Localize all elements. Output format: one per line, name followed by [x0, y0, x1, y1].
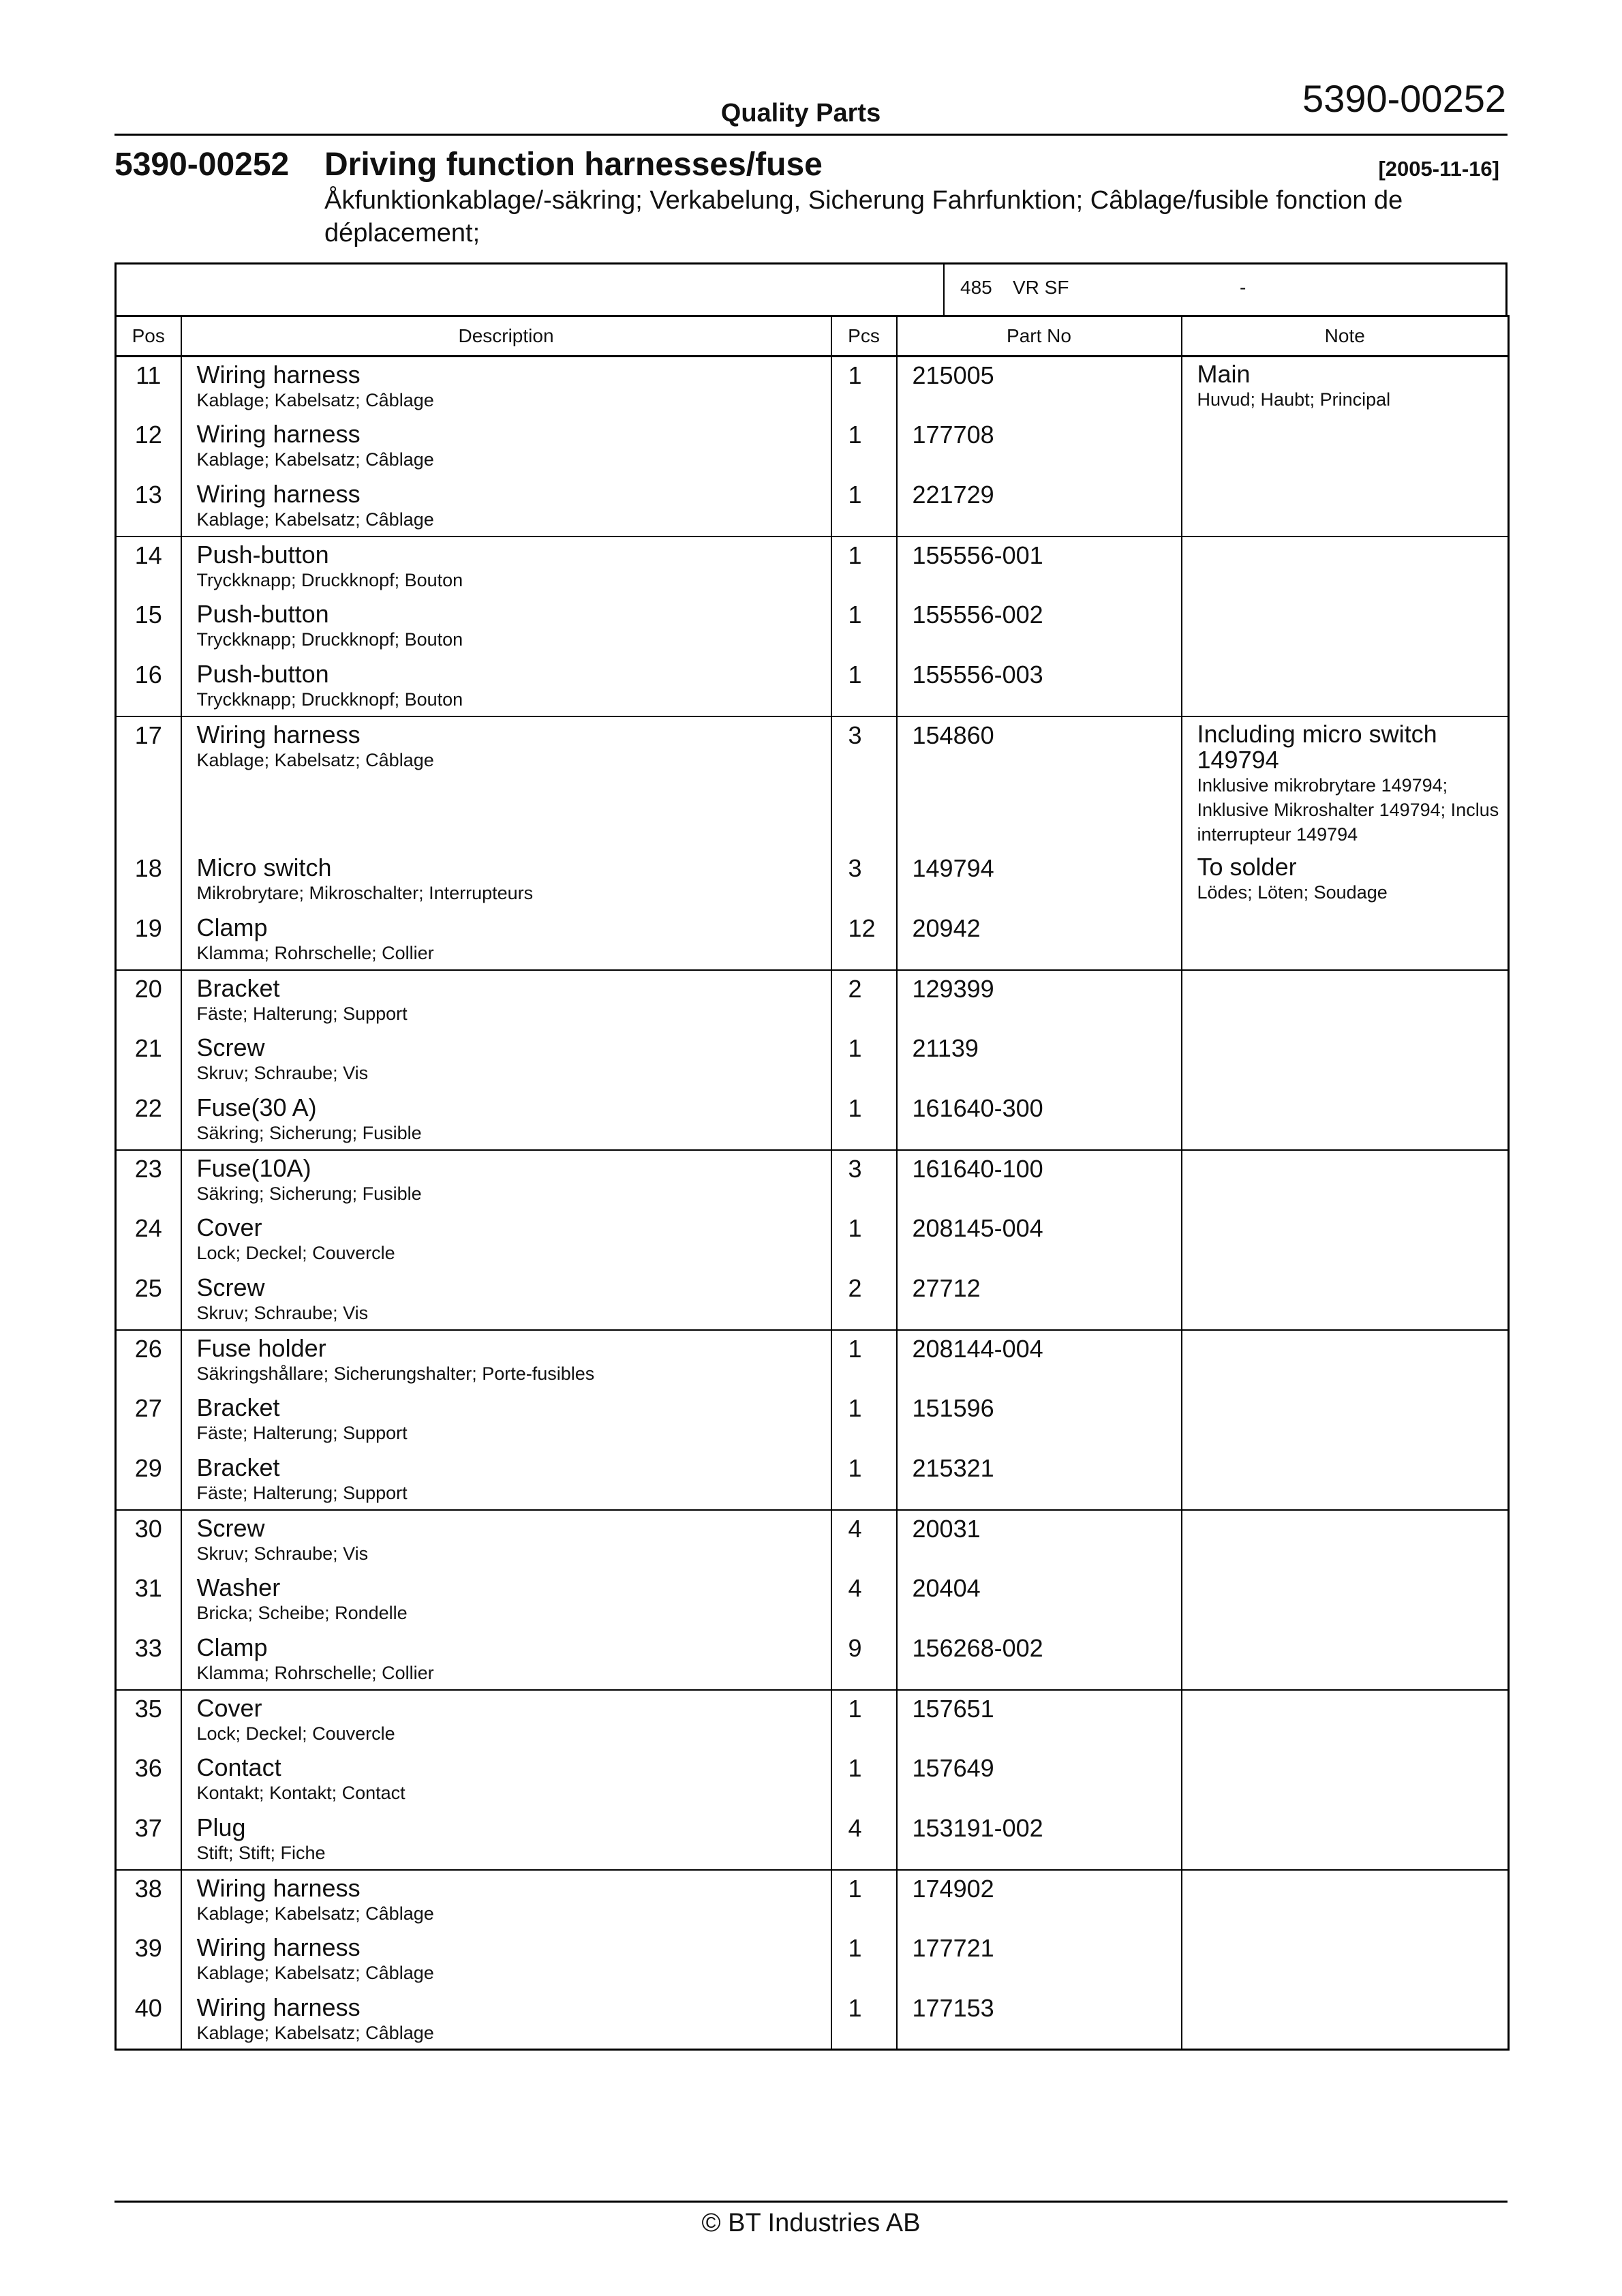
- description-translations: Kablage; Kabelsatz; Câblage: [196, 509, 434, 530]
- cell-part-no: 155556-003: [897, 656, 1182, 716]
- table-row: [116, 1750, 1509, 1810]
- table-row: [116, 1630, 1509, 1690]
- col-header-note: Note: [1182, 316, 1509, 357]
- table-row: [116, 1150, 1509, 1210]
- note-translations: Lödes; Löten; Soudage: [1197, 881, 1388, 903]
- table-row: [116, 1690, 1509, 1750]
- description-translations: Tryckknapp; Druckknopf; Bouton: [196, 689, 463, 710]
- table-row: [116, 970, 1509, 1030]
- table-row: [116, 596, 1509, 656]
- title-subtitle: Åkfunktionkablage/-säkring; Verkabelung, Sicherung Fahrfunktion; Câblage/fusible fonction de déplacement;: [324, 186, 1403, 247]
- description-translations: Fäste; Halterung; Support: [196, 1003, 408, 1024]
- cell-note: [1182, 1150, 1509, 1210]
- cell-pos: 38: [116, 1870, 181, 1930]
- cell-pcs: 1: [831, 1450, 897, 1510]
- cell-part-no: 20942: [897, 910, 1182, 970]
- description-translations: Kablage; Kabelsatz; Câblage: [196, 749, 434, 770]
- cell-pos: 18: [116, 850, 181, 910]
- description-translations: Kablage; Kabelsatz; Câblage: [196, 1962, 434, 1983]
- cell-part-no: 215321: [897, 1450, 1182, 1510]
- cell-part-no: 174902: [897, 1870, 1182, 1930]
- row-group: [116, 1150, 1509, 1330]
- cell-pcs: 4: [831, 1810, 897, 1870]
- cell-note: [1182, 850, 1509, 910]
- description-main: Contact: [196, 1753, 281, 1781]
- cell-description: [181, 596, 831, 656]
- description-main: Micro switch: [196, 853, 332, 881]
- page-title: Driving function harnesses/fuse: [324, 147, 823, 183]
- table-row: [116, 716, 1509, 850]
- cell-part-no: 208144-004: [897, 1330, 1182, 1390]
- table-row: [116, 1210, 1509, 1270]
- cell-pcs: 1: [831, 1210, 897, 1270]
- description-main: Cover: [196, 1693, 262, 1722]
- cell-pcs: 12: [831, 910, 897, 970]
- model-variant: VR SF: [1013, 277, 1069, 298]
- description-main: Cover: [196, 1213, 262, 1241]
- cell-part-no: 149794: [897, 850, 1182, 910]
- cell-note: [1182, 537, 1509, 596]
- description-translations: Kablage; Kabelsatz; Câblage: [196, 449, 434, 470]
- cell-note: [1182, 417, 1509, 477]
- description-translations: Kablage; Kabelsatz; Câblage: [196, 390, 434, 410]
- table-row: [116, 357, 1509, 417]
- table-row: [116, 1810, 1509, 1870]
- model-number: 485: [960, 277, 992, 298]
- table-row: [116, 1450, 1509, 1510]
- description-translations: Kablage; Kabelsatz; Câblage: [196, 1903, 434, 1924]
- cell-description: [181, 1690, 831, 1750]
- cell-note: [1182, 1510, 1509, 1570]
- row-group: [116, 1510, 1509, 1690]
- title-row: [114, 146, 1508, 187]
- description-translations: Fäste; Halterung; Support: [196, 1482, 408, 1503]
- description-translations: Tryckknapp; Druckknopf; Bouton: [196, 629, 463, 650]
- cell-pos: 23: [116, 1150, 181, 1210]
- description-main: Plug: [196, 1813, 246, 1841]
- table-row: [116, 477, 1509, 537]
- cell-description: [181, 1390, 831, 1450]
- cell-note: [1182, 1450, 1509, 1510]
- row-group: [116, 716, 1509, 970]
- description-main: Wiring harness: [196, 1993, 361, 2021]
- description-main: Bracket: [196, 1453, 280, 1481]
- cell-description: [181, 1270, 831, 1330]
- cell-pcs: 4: [831, 1570, 897, 1630]
- cell-description: [181, 1450, 831, 1510]
- parts-table: [114, 315, 1510, 2051]
- col-header-description: Description: [181, 316, 831, 357]
- description-main: Wiring harness: [196, 1873, 361, 1902]
- description-main: Screw: [196, 1513, 265, 1542]
- table-row: [116, 1390, 1509, 1450]
- cell-description: [181, 716, 831, 850]
- cell-part-no: 20404: [897, 1570, 1182, 1630]
- cell-note: [1182, 716, 1509, 850]
- cell-part-no: 177153: [897, 1990, 1182, 2050]
- cell-pcs: 1: [831, 1390, 897, 1450]
- description-translations: Skruv; Schraube; Vis: [196, 1543, 369, 1564]
- cell-description: [181, 910, 831, 970]
- cell-pcs: 1: [831, 477, 897, 537]
- cell-pos: 27: [116, 1390, 181, 1450]
- cell-pcs: 2: [831, 1270, 897, 1330]
- cell-note: [1182, 1750, 1509, 1810]
- cell-description: [181, 1630, 831, 1690]
- table-row: [116, 1030, 1509, 1090]
- cell-note: [1182, 1030, 1509, 1090]
- cell-part-no: 221729: [897, 477, 1182, 537]
- cell-note: [1182, 1210, 1509, 1270]
- cell-pcs: 1: [831, 656, 897, 716]
- cell-description: [181, 417, 831, 477]
- cell-description: [181, 1930, 831, 1990]
- cell-note: [1182, 1330, 1509, 1390]
- description-translations: Stift; Stift; Fiche: [196, 1842, 326, 1863]
- description-translations: Säkring; Sicherung; Fusible: [196, 1183, 422, 1204]
- cell-pcs: 3: [831, 1150, 897, 1210]
- description-translations: Klamma; Rohrschelle; Collier: [196, 942, 434, 963]
- cell-note: [1182, 1570, 1509, 1630]
- description-main: Wiring harness: [196, 479, 361, 508]
- description-main: Push-button: [196, 659, 329, 688]
- cell-part-no: 157649: [897, 1750, 1182, 1810]
- table-row: [116, 1990, 1509, 2050]
- cell-pos: 11: [116, 357, 181, 417]
- cell-part-no: 154860: [897, 716, 1182, 850]
- row-group: [116, 1330, 1509, 1510]
- description-main: Fuse(10A): [196, 1153, 311, 1182]
- cell-note: [1182, 1690, 1509, 1750]
- cell-pos: 22: [116, 1090, 181, 1150]
- cell-pcs: 1: [831, 1690, 897, 1750]
- table-row: [116, 910, 1509, 970]
- cell-part-no: 177708: [897, 417, 1182, 477]
- cell-part-no: 27712: [897, 1270, 1182, 1330]
- model-box: [114, 262, 1508, 317]
- cell-pos: 31: [116, 1570, 181, 1630]
- description-main: Bracket: [196, 973, 280, 1002]
- cell-pcs: 1: [831, 1330, 897, 1390]
- description-translations: Kablage; Kabelsatz; Câblage: [196, 2022, 434, 2043]
- description-translations: Säkringshållare; Sicherungshalter; Porte-fusibles: [196, 1363, 595, 1384]
- cell-description: [181, 1810, 831, 1870]
- cell-pcs: 1: [831, 596, 897, 656]
- description-translations: Säkring; Sicherung; Fusible: [196, 1122, 422, 1143]
- cell-pcs: 2: [831, 970, 897, 1030]
- description-main: Clamp: [196, 913, 268, 941]
- cell-pcs: 1: [831, 1750, 897, 1810]
- col-header-pcs: Pcs: [831, 316, 897, 357]
- cell-pos: 35: [116, 1690, 181, 1750]
- row-group: [116, 537, 1509, 716]
- table-row: [116, 1930, 1509, 1990]
- cell-description: [181, 1030, 831, 1090]
- cell-description: [181, 357, 831, 417]
- cell-description: [181, 1090, 831, 1150]
- note-translations: Inklusive mikrobrytare 149794; Inklusive Mikroshalter 149794; Inclus interrupteur 149794: [1197, 774, 1499, 845]
- cell-pos: 21: [116, 1030, 181, 1090]
- cell-part-no: 155556-002: [897, 596, 1182, 656]
- cell-note: [1182, 1990, 1509, 2050]
- description-main: Push-button: [196, 540, 329, 569]
- cell-description: [181, 656, 831, 716]
- table-row: [116, 537, 1509, 596]
- cell-pcs: 1: [831, 1930, 897, 1990]
- cell-pos: 39: [116, 1930, 181, 1990]
- cell-description: [181, 970, 831, 1030]
- note-translations: Huvud; Haubt; Principal: [1197, 389, 1391, 410]
- cell-pcs: 1: [831, 1870, 897, 1930]
- cell-part-no: 161640-100: [897, 1150, 1182, 1210]
- description-main: Fuse holder: [196, 1333, 326, 1362]
- cell-pos: 29: [116, 1450, 181, 1510]
- row-group: [116, 1870, 1509, 2050]
- cell-pos: 14: [116, 537, 181, 596]
- cell-note: [1182, 357, 1509, 417]
- description-translations: Fäste; Halterung; Support: [196, 1422, 408, 1443]
- cell-pos: 26: [116, 1330, 181, 1390]
- description-main: Push-button: [196, 599, 329, 628]
- footer-copyright: © BT Industries AB: [701, 2209, 921, 2237]
- description-main: Wiring harness: [196, 1933, 361, 1961]
- footer-rule: [114, 2201, 1508, 2203]
- cell-note: [1182, 970, 1509, 1030]
- model-dash: -: [1240, 277, 1246, 298]
- cell-note: [1182, 1810, 1509, 1870]
- cell-description: [181, 1750, 831, 1810]
- cell-pcs: 1: [831, 1990, 897, 2050]
- description-translations: Lock; Deckel; Couvercle: [196, 1242, 395, 1263]
- cell-part-no: 177721: [897, 1930, 1182, 1990]
- cell-pos: 25: [116, 1270, 181, 1330]
- header-center-title: Quality Parts: [720, 99, 881, 127]
- cell-pos: 16: [116, 656, 181, 716]
- cell-part-no: 20031: [897, 1510, 1182, 1570]
- description-main: Screw: [196, 1033, 265, 1061]
- cell-pcs: 1: [831, 1090, 897, 1150]
- cell-description: [181, 1570, 831, 1630]
- cell-description: [181, 1210, 831, 1270]
- cell-part-no: 151596: [897, 1390, 1182, 1450]
- cell-pos: 19: [116, 910, 181, 970]
- description-main: Bracket: [196, 1393, 280, 1421]
- cell-note: [1182, 1930, 1509, 1990]
- cell-pcs: 1: [831, 357, 897, 417]
- cell-pos: 40: [116, 1990, 181, 2050]
- table-row: [116, 656, 1509, 716]
- description-translations: Klamma; Rohrschelle; Collier: [196, 1662, 434, 1683]
- cell-pcs: 3: [831, 716, 897, 850]
- description-translations: Mikrobrytare; Mikroschalter; Interrupteurs: [196, 882, 534, 903]
- row-group: [116, 357, 1509, 537]
- note-main: Main: [1197, 360, 1251, 388]
- model-box-divider: [943, 265, 945, 317]
- description-translations: Skruv; Schraube; Vis: [196, 1062, 369, 1083]
- table-row: [116, 1270, 1509, 1330]
- cell-pcs: 3: [831, 850, 897, 910]
- cell-part-no: 129399: [897, 970, 1182, 1030]
- title-code: 5390-00252: [114, 147, 290, 183]
- cell-pos: 37: [116, 1810, 181, 1870]
- cell-pos: 15: [116, 596, 181, 656]
- cell-pos: 13: [116, 477, 181, 537]
- cell-part-no: 153191-002: [897, 1810, 1182, 1870]
- cell-pos: 33: [116, 1630, 181, 1690]
- note-main: Including micro switch 149794: [1197, 719, 1437, 774]
- description-translations: Kontakt; Kontakt; Contact: [196, 1782, 406, 1803]
- table-row: [116, 1870, 1509, 1930]
- row-group: [116, 970, 1509, 1150]
- table-header-row: [116, 316, 1509, 357]
- cell-pos: 17: [116, 716, 181, 850]
- table-row: [116, 1330, 1509, 1390]
- description-main: Screw: [196, 1273, 265, 1301]
- description-main: Wiring harness: [196, 419, 361, 448]
- cell-pos: 30: [116, 1510, 181, 1570]
- cell-description: [181, 1990, 831, 2050]
- cell-note: [1182, 1630, 1509, 1690]
- description-main: Washer: [196, 1573, 281, 1601]
- description-translations: Tryckknapp; Druckknopf; Bouton: [196, 569, 463, 590]
- cell-part-no: 21139: [897, 1030, 1182, 1090]
- cell-pcs: 1: [831, 1030, 897, 1090]
- cell-note: [1182, 1270, 1509, 1330]
- description-translations: Lock; Deckel; Couvercle: [196, 1723, 395, 1744]
- table-row: [116, 417, 1509, 477]
- col-header-part-no: Part No: [897, 316, 1182, 357]
- cell-description: [181, 477, 831, 537]
- title-date: [2005-11-16]: [1378, 157, 1499, 181]
- cell-description: [181, 850, 831, 910]
- cell-description: [181, 1330, 831, 1390]
- cell-note: [1182, 596, 1509, 656]
- cell-pcs: 4: [831, 1510, 897, 1570]
- row-group: [116, 1690, 1509, 1870]
- table-row: [116, 1090, 1509, 1150]
- header-rule: [114, 134, 1508, 136]
- cell-note: [1182, 477, 1509, 537]
- table-row: [116, 850, 1509, 910]
- cell-description: [181, 1870, 831, 1930]
- cell-note: [1182, 1870, 1509, 1930]
- cell-part-no: 215005: [897, 357, 1182, 417]
- cell-part-no: 155556-001: [897, 537, 1182, 596]
- cell-pos: 12: [116, 417, 181, 477]
- cell-part-no: 156268-002: [897, 1630, 1182, 1690]
- cell-part-no: 157651: [897, 1690, 1182, 1750]
- description-main: Wiring harness: [196, 720, 361, 749]
- table-row: [116, 1570, 1509, 1630]
- cell-part-no: 161640-300: [897, 1090, 1182, 1150]
- description-translations: Skruv; Schraube; Vis: [196, 1302, 369, 1323]
- header-doc-number: 5390-00252: [1302, 77, 1506, 120]
- note-main: To solder: [1197, 852, 1297, 881]
- cell-pos: 36: [116, 1750, 181, 1810]
- cell-description: [181, 1150, 831, 1210]
- cell-pcs: 1: [831, 417, 897, 477]
- cell-note: [1182, 1390, 1509, 1450]
- cell-pcs: 1: [831, 537, 897, 596]
- table-row: [116, 1510, 1509, 1570]
- cell-part-no: 208145-004: [897, 1210, 1182, 1270]
- cell-note: [1182, 910, 1509, 970]
- cell-note: [1182, 656, 1509, 716]
- cell-pos: 24: [116, 1210, 181, 1270]
- cell-description: [181, 1510, 831, 1570]
- description-main: Fuse(30 A): [196, 1093, 317, 1121]
- description-translations: Bricka; Scheibe; Rondelle: [196, 1602, 408, 1623]
- description-main: Clamp: [196, 1633, 268, 1661]
- cell-description: [181, 537, 831, 596]
- cell-pos: 20: [116, 970, 181, 1030]
- col-header-pos: Pos: [116, 316, 181, 357]
- cell-pcs: 9: [831, 1630, 897, 1690]
- description-main: Wiring harness: [196, 361, 361, 389]
- cell-note: [1182, 1090, 1509, 1150]
